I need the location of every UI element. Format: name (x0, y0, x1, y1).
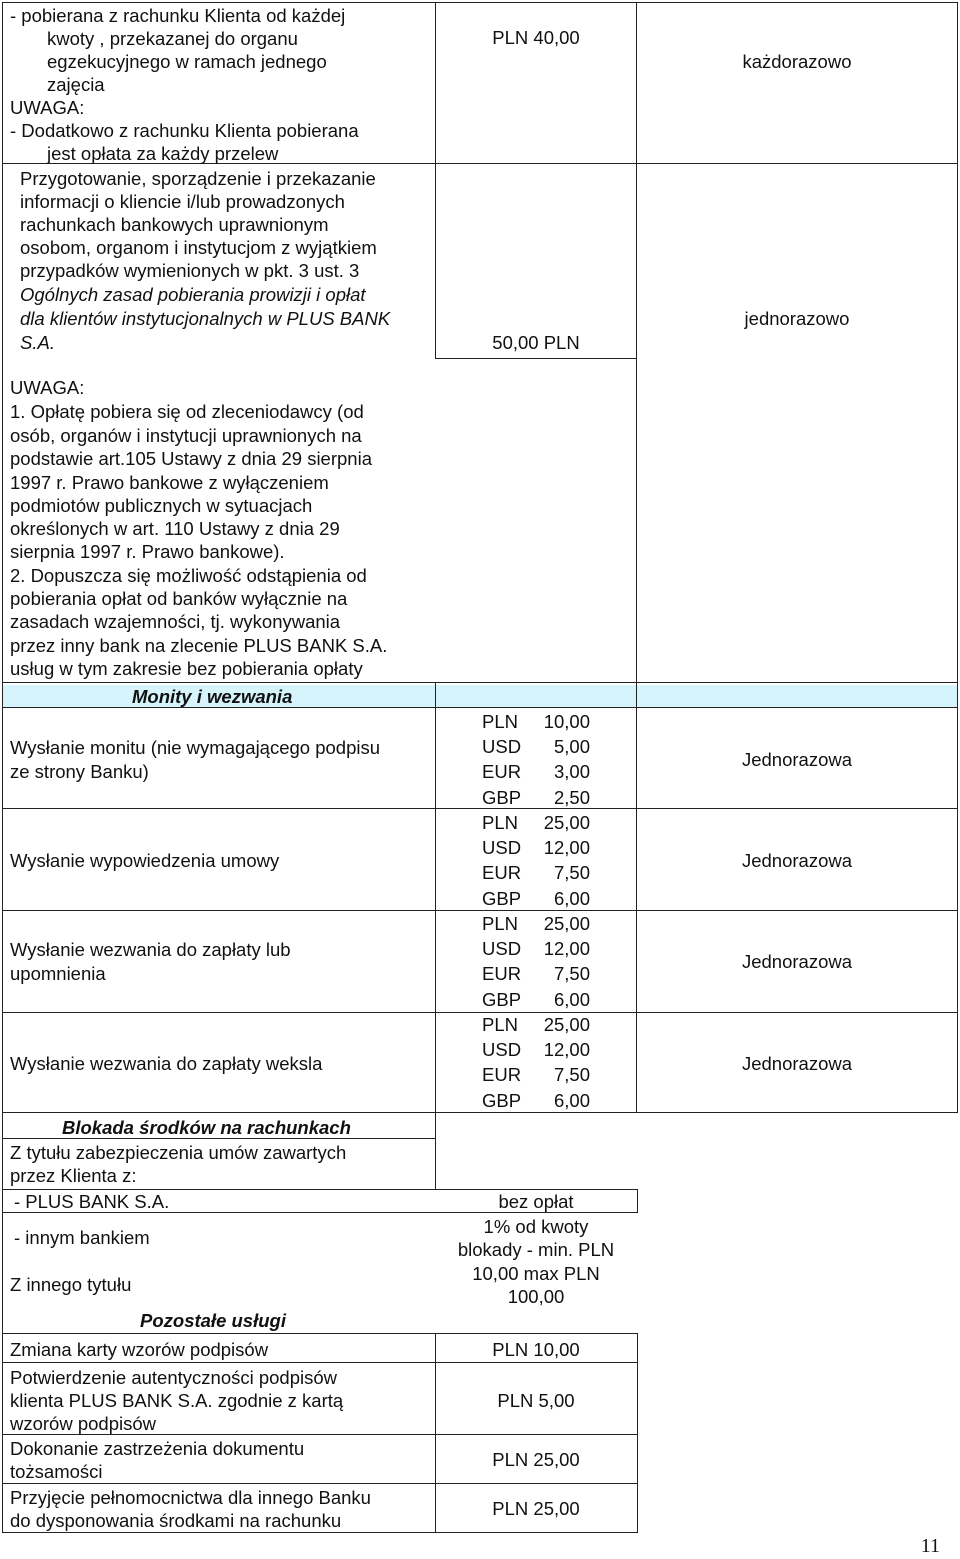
fee-amount: 25,00 (543, 812, 590, 833)
blokada-other-fee-1: 1% od kwoty (483, 1216, 589, 1237)
monity-row-4-fees (482, 1012, 590, 1113)
top-line-6: - Dodatkowo z rachunku Klienta pobierana (10, 120, 359, 141)
fee-amount: 6,00 (553, 887, 590, 909)
note-line-6: podmiotów publicznych w sytuacjach (10, 495, 313, 516)
info-italic-3: S.A. (20, 332, 55, 353)
fee-row (482, 886, 590, 911)
table-border-right (957, 2, 958, 1112)
fee-currency: USD (482, 736, 522, 758)
fee-amount: 10,00 (543, 711, 590, 732)
fee-currency: USD (482, 837, 522, 859)
info-line-2: informacji o kliencie i/lub prowadzonych (20, 191, 345, 212)
fee-amount: 7,50 (553, 862, 590, 884)
fee-amount: 7,50 (553, 1064, 590, 1086)
fee-currency: EUR (482, 963, 522, 985)
pozostale-row-2-line-3: wzorów podpisów (10, 1413, 157, 1434)
row-divider-monity-2 (2, 910, 958, 911)
info-italic-2: dla klientów instytucjonalnych w PLUS BANK (20, 308, 391, 329)
pozostale-row-4-line-2: do dysponowania środkami na rachunku (10, 1510, 342, 1531)
fee-amount: 3,00 (553, 761, 590, 783)
page-number: 11 (920, 1535, 940, 1557)
table-border-top (2, 2, 958, 3)
row-divider-monity-1 (2, 808, 958, 809)
info-line-4: osobom, organom i instytucjom z wyjątkiem (20, 237, 377, 258)
fee-amount: 12,00 (543, 938, 590, 960)
table-border-left (2, 2, 3, 1533)
top-fee: PLN 40,00 (492, 27, 580, 48)
fee-row (482, 734, 590, 759)
row-divider-pozostale-1 (2, 1362, 638, 1363)
fee-row (482, 961, 590, 986)
row-divider-note (435, 358, 637, 359)
col-divider-1-monity (435, 682, 436, 1112)
fee-amount: 7,50 (553, 963, 590, 985)
info-line-3: rachunkach bankowych uprawnionym (20, 214, 329, 235)
fee-amount: 2,50 (553, 786, 590, 808)
col-divider-pozostale-right (637, 1333, 638, 1533)
top-line-7: jest opłata za każdy przelew (47, 143, 279, 164)
note-line-10: pobierania opłat od banków wyłącznie na (10, 588, 348, 609)
col-divider-blokada-b (637, 1189, 638, 1213)
pozostale-header: Pozostałe usługi (140, 1310, 286, 1331)
fee-row (482, 1062, 590, 1087)
blokada-other-fee-2: blokady - min. PLN (457, 1239, 615, 1260)
fee-amount: 6,00 (553, 1089, 590, 1111)
col-divider-2-top (636, 2, 637, 684)
monity-row-2-frequency: Jednorazowa (741, 850, 853, 871)
fee-currency: PLN (482, 812, 518, 833)
fee-currency: EUR (482, 761, 522, 783)
fee-amount: 6,00 (553, 988, 590, 1010)
fee-currency: GBP (482, 887, 522, 909)
monity-row-4-frequency: Jednorazowa (741, 1053, 853, 1074)
pozostale-row-2-line-1: Potwierdzenie autentyczności podpisów (10, 1367, 338, 1388)
note-line-1: UWAGA: (10, 377, 85, 398)
monity-row-1-line-2: ze strony Banku) (10, 761, 149, 782)
fee-currency: PLN (482, 1014, 518, 1035)
fee-row (482, 860, 590, 885)
top-frequency: każdorazowo (742, 51, 852, 72)
info-italic-1: Ogólnych zasad pobierania prowizji i opłat (20, 284, 366, 305)
note-line-8: sierpnia 1997 r. Prawo bankowe). (10, 541, 285, 562)
monity-row-1-line-1: Wysłanie monitu (nie wymagającego podpisu (10, 737, 381, 758)
col-divider-blokada-a (435, 1112, 436, 1189)
blokada-header: Blokada środków na rachunkach (62, 1117, 351, 1138)
row-divider-monity-top (2, 682, 958, 683)
pozostale-row-3-line-1: Dokonanie zastrzeżenia dokumentu (10, 1438, 305, 1459)
top-line-3: egzekucyjnego w ramach jednego (47, 51, 327, 72)
blokada-other-bank: - innym bankiem (14, 1227, 150, 1248)
fee-currency: GBP (482, 786, 522, 808)
monity-row-4-line-1: Wysłanie wezwania do zapłaty weksla (10, 1053, 323, 1074)
top-line-5: UWAGA: (10, 97, 85, 118)
monity-header: Monity i wezwania (132, 686, 293, 707)
monity-row-3-fees (482, 911, 590, 1012)
pozostale-row-1-line-1: Zmiana karty wzorów podpisów (10, 1339, 269, 1360)
fee-row (482, 1012, 590, 1037)
fee-currency: GBP (482, 1089, 522, 1111)
fee-amount: 5,00 (553, 736, 590, 758)
fee-row (482, 987, 590, 1012)
info-fee: 50,00 PLN (492, 332, 580, 353)
monity-row-2-fees (482, 810, 590, 911)
fee-row (482, 1088, 590, 1113)
blokada-plus-bank: - PLUS BANK S.A. (14, 1191, 170, 1212)
fee-currency: EUR (482, 862, 522, 884)
col-divider-1-top (435, 2, 436, 358)
monity-row-3-frequency: Jednorazowa (741, 951, 853, 972)
fee-currency: PLN (482, 913, 518, 934)
pozostale-row-2-fee: PLN 5,00 (497, 1390, 575, 1411)
info-line-5: przypadków wymienionych w pkt. 3 ust. 3 (20, 260, 360, 281)
pozostale-row-4-fee: PLN 25,00 (492, 1498, 580, 1519)
fee-amount: 25,00 (543, 913, 590, 934)
blokada-other-fee-4: 100,00 (507, 1286, 565, 1307)
fee-row (482, 1037, 590, 1062)
note-line-3: osób, organów i instytucji uprawnionych na (10, 425, 362, 446)
note-line-4: podstawie art.105 Ustawy z dnia 29 sierpnia (10, 448, 372, 469)
blokada-other-reason: Z innego tytułu (10, 1274, 132, 1295)
fee-row (482, 810, 590, 835)
blokada-plus-bank-fee: bez opłat (498, 1191, 574, 1212)
note-line-2: 1. Opłatę pobiera się od zleceniodawcy (od (10, 401, 364, 422)
fee-amount: 25,00 (543, 1014, 590, 1035)
fee-row (482, 911, 590, 936)
note-line-13: usług w tym zakresie bez pobierania opłaty (10, 658, 363, 679)
row-divider-monity-4 (2, 1112, 958, 1113)
fee-currency: USD (482, 1039, 522, 1061)
row-divider-pozostale-header (2, 1333, 638, 1334)
monity-row-3-line-1: Wysłanie wezwania do zapłaty lub (10, 939, 291, 960)
blokada-other-fee-3: 10,00 max PLN (472, 1263, 600, 1284)
pozostale-row-1-fee: PLN 10,00 (492, 1339, 580, 1360)
note-line-9: 2. Dopuszcza się możliwość odstąpienia od (10, 565, 367, 586)
fee-currency: EUR (482, 1064, 522, 1086)
fee-amount: 12,00 (543, 1039, 590, 1061)
row-divider-monity-3 (2, 1012, 958, 1013)
pozostale-row-2-line-2: klienta PLUS BANK S.A. zgodnie z kartą (10, 1390, 344, 1411)
note-line-11: zasadach wzajemności, tj. wykonywania (10, 611, 341, 632)
fee-row (482, 936, 590, 961)
pozostale-row-3-line-2: tożsamości (10, 1461, 103, 1482)
fee-row (482, 709, 590, 734)
fee-currency: GBP (482, 988, 522, 1010)
note-line-12: przez inny bank na zlecenie PLUS BANK S.A. (10, 635, 388, 656)
fee-row (482, 759, 590, 784)
top-line-4: zajęcia (47, 74, 105, 95)
top-line-2: kwoty , przekazanej do organu (47, 28, 298, 49)
monity-row-2-line-1: Wysłanie wypowiedzenia umowy (10, 850, 280, 871)
note-line-7: określonych w art. 110 Ustawy z dnia 29 (10, 518, 340, 539)
info-line-1: Przygotowanie, sporządzenie i przekazanie (20, 168, 376, 189)
blokada-intro-2: przez Klienta z: (10, 1165, 137, 1186)
blokada-intro-1: Z tytułu zabezpieczenia umów zawartych (10, 1142, 347, 1163)
fee-row (482, 835, 590, 860)
monity-row-1-fees (482, 709, 590, 810)
monity-row-3-line-2: upomnienia (10, 963, 106, 984)
fee-currency: PLN (482, 711, 518, 732)
note-line-5: 1997 r. Prawo bankowe z wyłączeniem (10, 472, 329, 493)
fee-amount: 12,00 (543, 837, 590, 859)
monity-row-1-frequency: Jednorazowa (741, 749, 853, 770)
fee-currency: USD (482, 938, 522, 960)
top-line-1: - pobierana z rachunku Klienta od każdej (10, 5, 346, 26)
pozostale-row-4-line-1: Przyjęcie pełnomocnictwa dla innego Banku (10, 1487, 371, 1508)
info-frequency: jednorazowo (744, 308, 850, 329)
pozostale-row-3-fee: PLN 25,00 (492, 1449, 580, 1470)
fee-row (482, 785, 590, 810)
col-divider-2-monity (636, 682, 637, 1112)
